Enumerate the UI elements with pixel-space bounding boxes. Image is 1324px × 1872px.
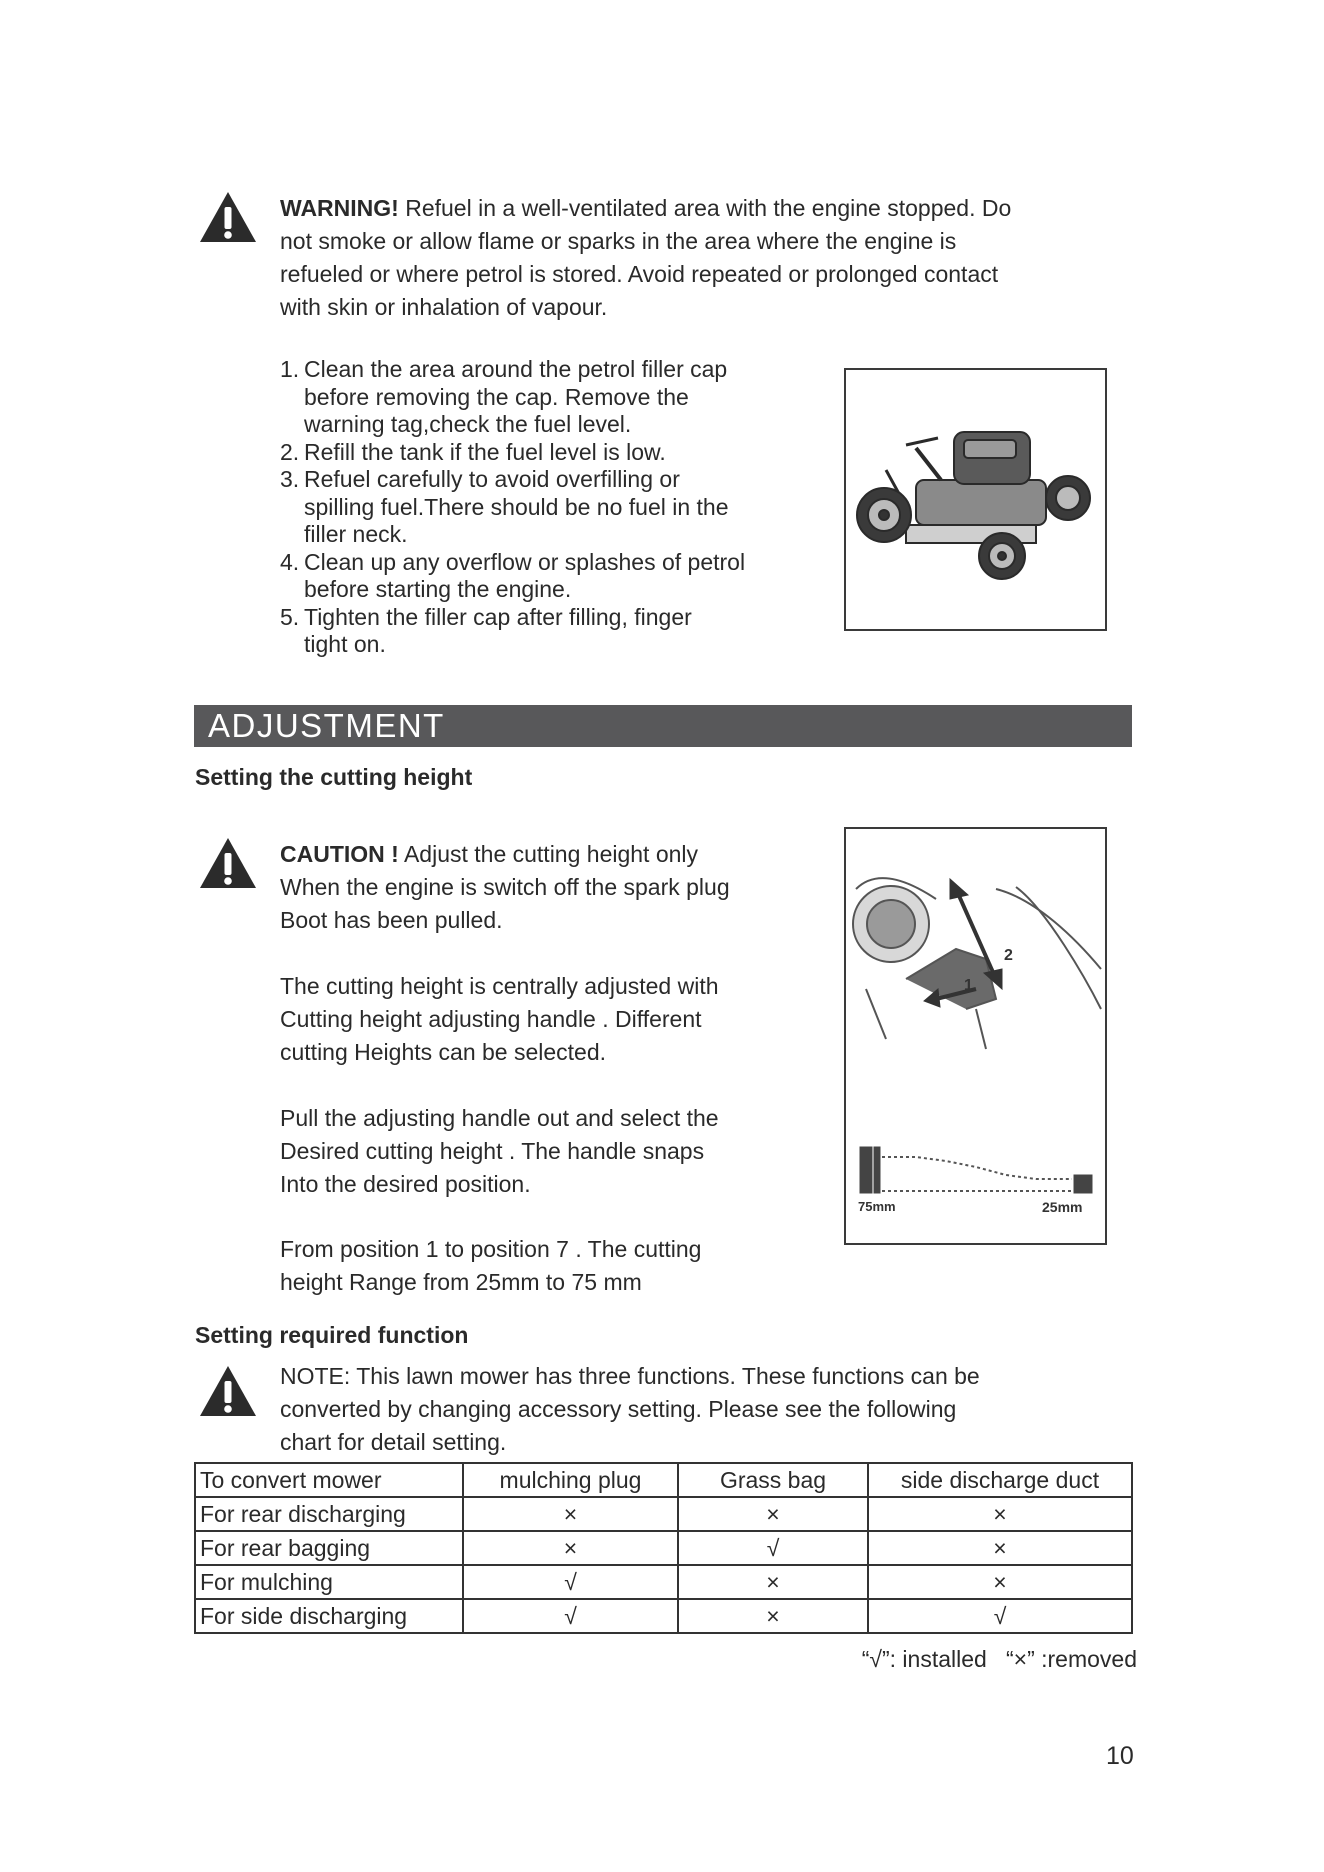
mower-illustration bbox=[844, 368, 1107, 631]
caution-text: CAUTION ! Adjust the cutting height only When the engine is switch off the spark plug Boot has been pulled. bbox=[280, 841, 730, 933]
list-item: 3. Refuel carefully to avoid overfilling or spilling fuel.There should be no fuel in the filler neck. bbox=[280, 466, 729, 547]
list-item: 5. Tighten the filler cap after filling, finger tight on. bbox=[280, 603, 692, 657]
warning-label: WARNING! bbox=[280, 195, 399, 221]
refuel-steps-list bbox=[280, 356, 840, 659]
warning-triangle-icon bbox=[198, 1364, 258, 1418]
adjusting-handle-paragraph: Pull the adjusting handle out and select the Desired cutting height . The handle snaps Into the desired position. bbox=[280, 1105, 719, 1197]
cutting-height-illustration bbox=[844, 827, 1107, 1245]
caution-label: CAUTION ! bbox=[280, 841, 399, 867]
warning-text bbox=[280, 192, 1160, 324]
cutting-height-paragraph: The cutting height is centrally adjusted with Cutting height adjusting handle . Different cutting Heights can be selected. bbox=[280, 973, 719, 1065]
warning-line: with skin or inhalation of vapour. bbox=[280, 294, 608, 320]
section-banner bbox=[194, 705, 1132, 747]
column-header: To convert mower bbox=[195, 1463, 463, 1497]
function-heading: Setting required function bbox=[195, 1322, 469, 1348]
arrow-label: 1 bbox=[964, 977, 973, 994]
height-label-left: 75mm bbox=[858, 1199, 896, 1214]
table-row: For rear discharging × × × bbox=[195, 1497, 1132, 1531]
function-table bbox=[194, 1462, 1133, 1634]
warning-triangle-icon bbox=[198, 836, 258, 890]
column-header: mulching plug bbox=[463, 1463, 678, 1497]
note-text: NOTE: This lawn mower has three functions. These functions can be converted by changing accessory setting. Please see the following chart for detail setting. bbox=[280, 1363, 980, 1455]
list-item: 1. Clean the area around the petrol filler cap before removing the cap. Remove the warning tag,check the fuel level. bbox=[280, 356, 728, 437]
height-lever-icon bbox=[846, 829, 1105, 1243]
arrow-label: 2 bbox=[1004, 947, 1013, 964]
table-legend: “√”: installed “×” :removed bbox=[861, 1646, 1137, 1672]
page-number: 10 bbox=[1106, 1742, 1134, 1770]
table-row: For rear bagging × √ × bbox=[195, 1531, 1132, 1565]
column-header: side discharge duct bbox=[868, 1463, 1132, 1497]
list-item: 4. Clean up any overflow or splashes of petrol before starting the engine. bbox=[280, 548, 746, 602]
height-range-paragraph: From position 1 to position 7 . The cutting height Range from 25mm to 75 mm bbox=[280, 1236, 702, 1295]
warning-line: not smoke or allow flame or sparks in the area where the engine is bbox=[280, 228, 957, 254]
list-item: 2. Refill the tank if the fuel level is low. bbox=[280, 438, 666, 465]
warning-line: refueled or where petrol is stored. Avoid repeated or prolonged contact bbox=[280, 261, 999, 287]
warning-triangle-icon bbox=[198, 190, 258, 244]
height-label-right: 25mm bbox=[1042, 1199, 1083, 1215]
section-title: ADJUSTMENT bbox=[208, 707, 445, 744]
table-header-row bbox=[195, 1463, 1132, 1497]
warning-line: Refuel in a well-ventilated area with the engine stopped. Do bbox=[398, 195, 1012, 221]
cutting-height-heading: Setting the cutting height bbox=[195, 764, 473, 790]
column-header: Grass bag bbox=[678, 1463, 868, 1497]
lawn-mower-icon bbox=[846, 370, 1105, 629]
table-row: For mulching √ × × bbox=[195, 1565, 1132, 1599]
table-row: For side discharging √ × √ bbox=[195, 1599, 1132, 1633]
